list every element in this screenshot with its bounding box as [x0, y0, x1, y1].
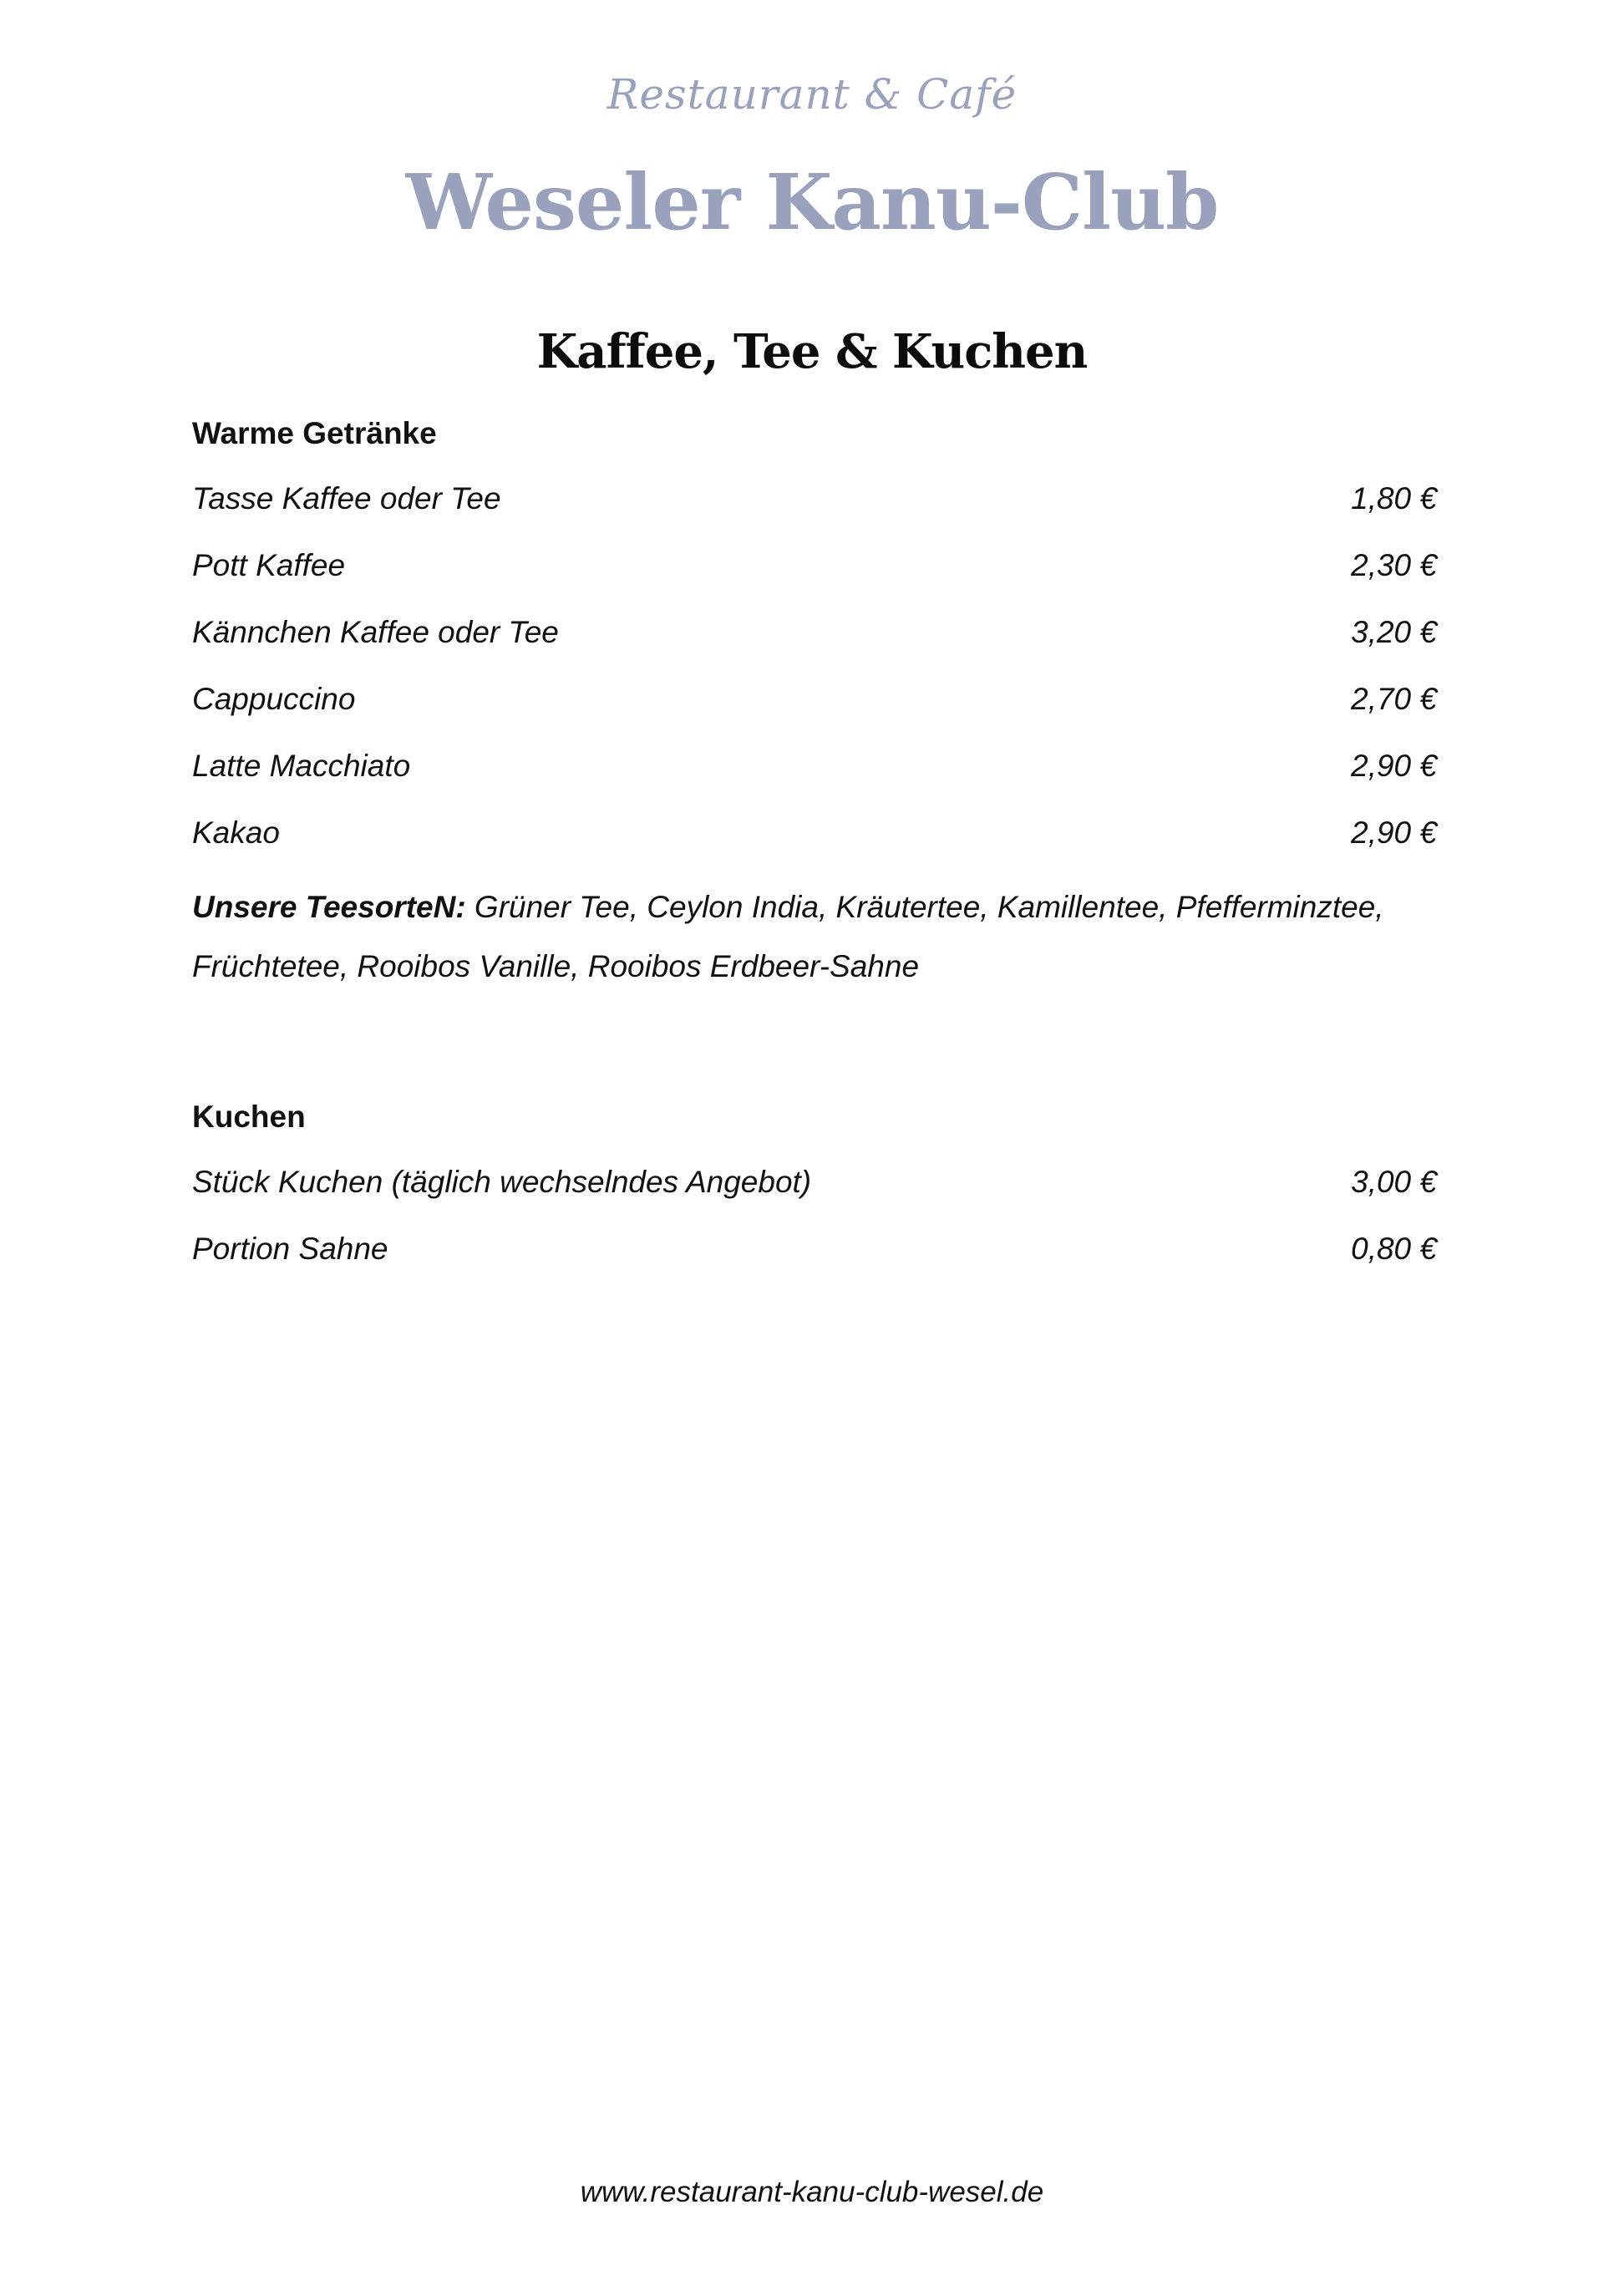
- menu-item-price: 0,80 €: [1351, 1232, 1437, 1266]
- website-url: www.restaurant-kanu-club-wesel.de: [580, 2176, 1044, 2208]
- menu-item: [192, 682, 1437, 732]
- menu-item: [192, 548, 1437, 598]
- tea-varieties-label: Unsere TeesorteN:: [192, 890, 466, 924]
- menu-item: [192, 749, 1437, 799]
- menu-item-price: 1,80 €: [1351, 481, 1437, 516]
- menu-item: [192, 1165, 1437, 1215]
- menu-item-name: Kakao: [192, 815, 280, 850]
- menu-item: [192, 615, 1437, 665]
- section-heading-kuchen: Kuchen: [192, 1100, 306, 1134]
- menu-item-price: 2,30 €: [1351, 548, 1437, 582]
- menu-item: [192, 815, 1437, 866]
- restaurant-name-title: Weseler Kanu-Club: [405, 157, 1219, 247]
- menu-item-name: Kännchen Kaffee oder Tee: [192, 615, 559, 649]
- menu-item-price: 2,70 €: [1351, 682, 1437, 716]
- menu-item: [192, 481, 1437, 531]
- restaurant-cafe-subtitle: Restaurant & Café: [606, 70, 1018, 119]
- menu-item-name: Pott Kaffee: [192, 548, 346, 582]
- menu-item-price: 2,90 €: [1351, 749, 1437, 783]
- menu-item-price: 3,00 €: [1351, 1165, 1437, 1199]
- menu-item-name: Tasse Kaffee oder Tee: [192, 481, 501, 516]
- menu-item-price: 3,20 €: [1351, 615, 1437, 649]
- tea-varieties-note: [192, 877, 1462, 996]
- tea-varieties-list: Grüner Tee, Ceylon India, Kräutertee, Kamillentee, Pfefferminztee, Früchtetee, Rooibos Vanille, Rooibos Erdbeer-Sahne: [192, 890, 1384, 983]
- menu-item: [192, 1232, 1437, 1282]
- menu-item-name: Latte Macchiato: [192, 749, 411, 783]
- section-heading-warme-getraenke: Warme Getränke: [192, 416, 437, 450]
- page-title: Kaffee, Tee & Kuchen: [536, 324, 1088, 379]
- menu-item-name: Cappuccino: [192, 682, 356, 716]
- menu-item-name: Stück Kuchen (täglich wechselndes Angebot): [192, 1165, 812, 1199]
- menu-item-price: 2,90 €: [1351, 815, 1437, 850]
- menu-item-name: Portion Sahne: [192, 1232, 388, 1266]
